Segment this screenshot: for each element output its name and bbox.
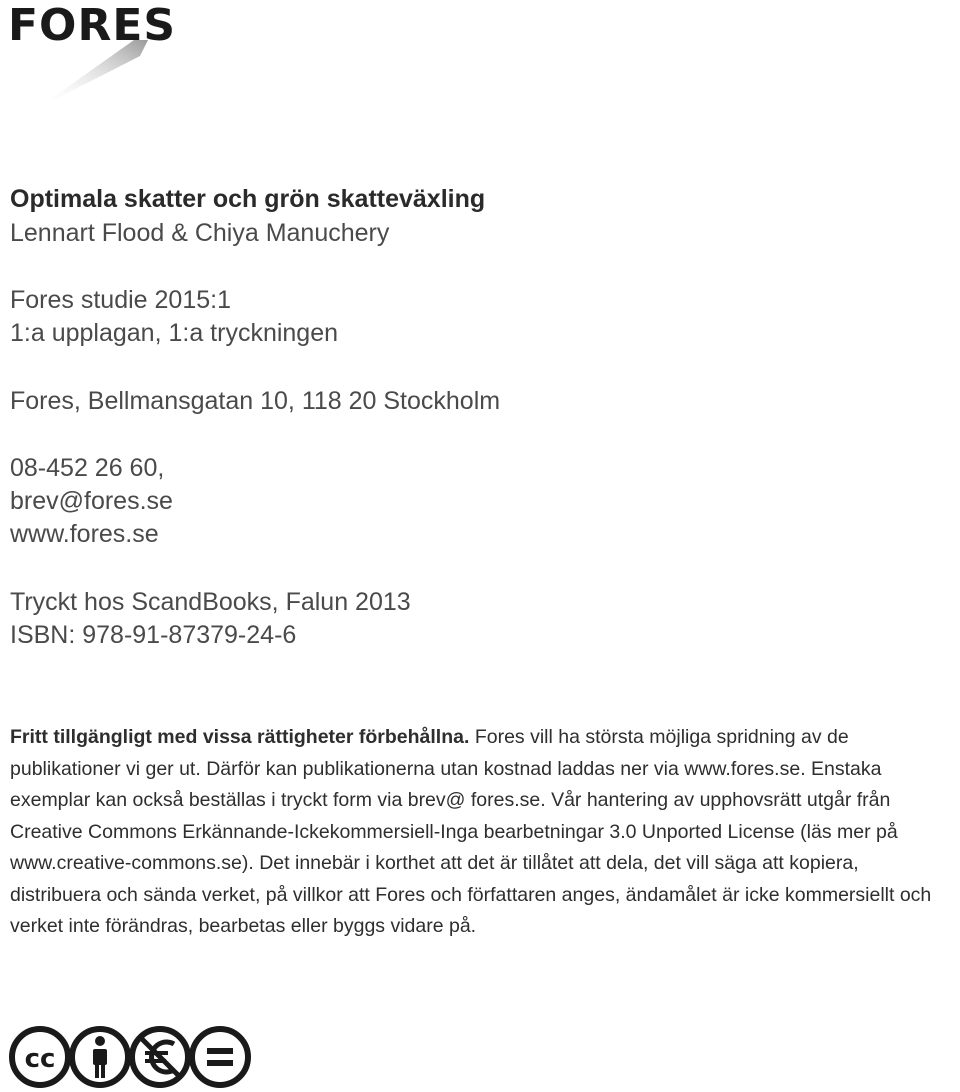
isbn-line: ISBN: 978-91-87379-24-6 xyxy=(10,621,297,649)
website-line: www.fores.se xyxy=(10,520,159,548)
license-body: Fores vill ha största möjliga spridning av de publikationer vi ger ut. Därför kan publikationerna utan kostnad laddas ner via www.fores.se. Enstaka exemplar kan också beställas i tryckt form via brev@ fores.se. Vår hantering av upphovsrätt utgår från Creative Commons Erkännande-Ickekommersiell-Inga bearbetningar 3.0 Unported License (läs mer på www.creative-commons.se). Det innebär i korthet att det är tillåtet att dela, det vill säga att kopiera, distribuera och sända verket, på villkor att Fores och författaren anges, ändamålet är icke kommersiellt och verket inte förändras, bearbetas eller byggs vidare på. xyxy=(10,726,932,937)
phone-line: 08-452 26 60, xyxy=(10,454,165,482)
printer-line: Tryckt hos ScandBooks, Falun 2013 xyxy=(10,588,411,616)
edition-line: 1:a upplagan, 1:a tryckningen xyxy=(10,319,339,347)
license-lead: Fritt tillgängligt med vissa rättigheter förbehållna. xyxy=(10,726,470,748)
attribution-icon xyxy=(72,1029,128,1085)
creative-commons-badges xyxy=(8,1024,253,1090)
cc-icon xyxy=(12,1029,68,1085)
email-line: brev@fores.se xyxy=(10,487,173,515)
series-line: Fores studie 2015:1 xyxy=(10,286,231,314)
logo-wordmark: FORES xyxy=(8,0,177,51)
fores-logo xyxy=(8,0,188,110)
address-line: Fores, Bellmansgatan 10, 118 20 Stockholm xyxy=(10,387,501,415)
publication-authors: Lennart Flood & Chiya Manuchery xyxy=(10,219,390,247)
license-paragraph xyxy=(10,722,954,943)
noncommercial-euro-icon xyxy=(132,1029,188,1085)
no-derivatives-icon xyxy=(192,1029,248,1085)
publication-title: Optimala skatter och grön skatteväxling xyxy=(10,185,486,213)
cc-label: cc xyxy=(24,1044,56,1074)
